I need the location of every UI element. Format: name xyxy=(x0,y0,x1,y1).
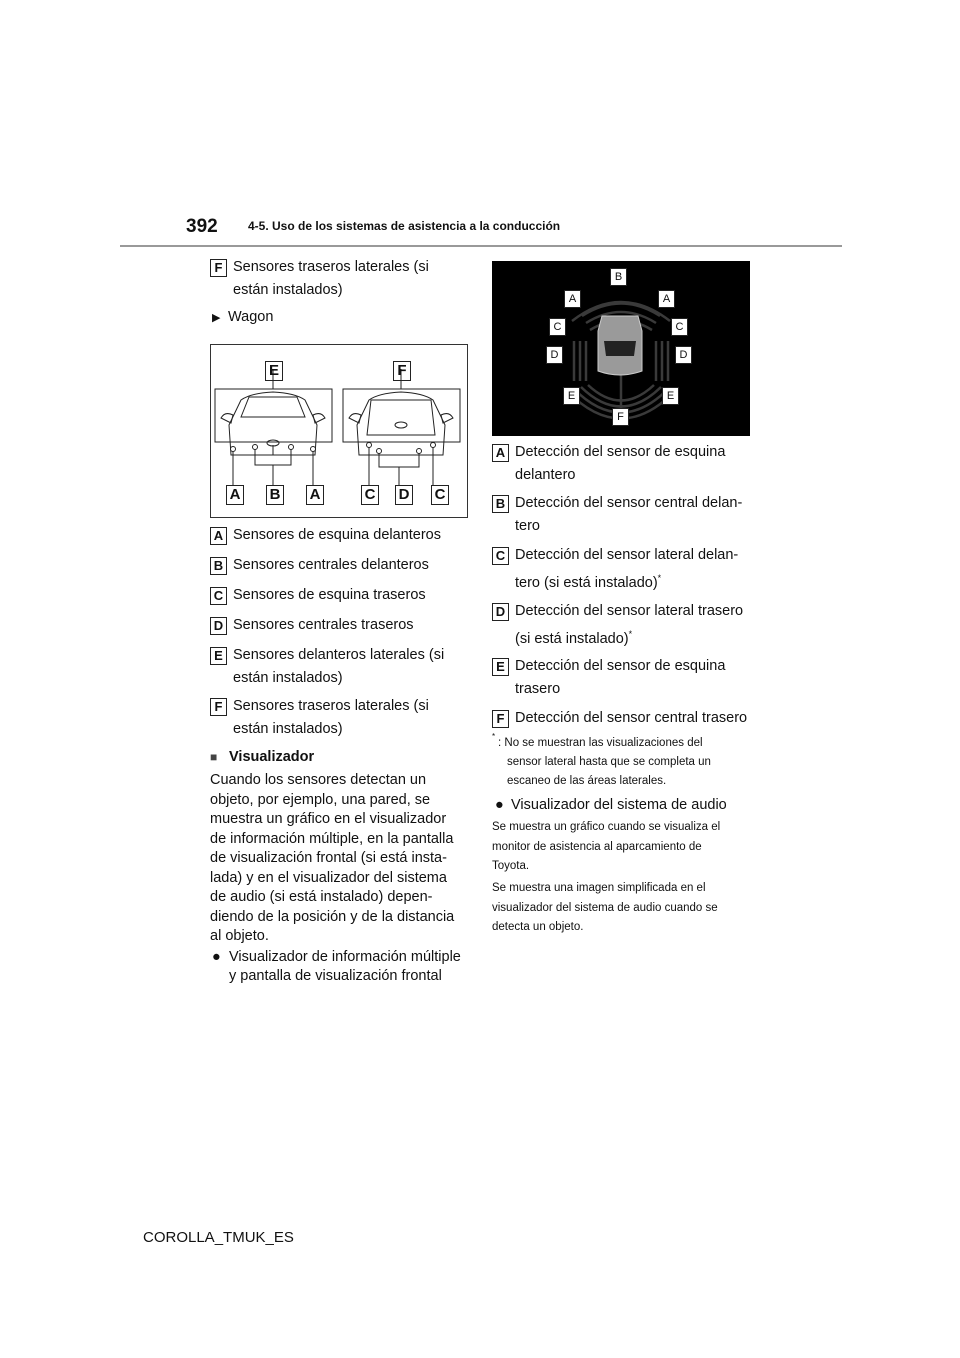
detection-item-text: delantero xyxy=(515,467,576,483)
label-box-c: C xyxy=(210,587,227,605)
paragraph-line: de audio (si está instalado) depen- xyxy=(210,889,433,905)
display-label-a: A xyxy=(564,290,581,308)
wagon-label: Wagon xyxy=(228,309,274,325)
description-line: Se muestra una imagen simplificada en el xyxy=(492,882,706,894)
detection-item-text: tero xyxy=(515,518,540,534)
sensor-item-text: Sensores centrales delanteros xyxy=(233,557,429,573)
diagram-label-a: A xyxy=(226,485,244,505)
paragraph-line: Cuando los sensores detectan un xyxy=(210,772,427,788)
description-line: monitor de asistencia al aparcamiento de xyxy=(492,840,702,853)
label-box-d: D xyxy=(210,617,227,635)
label-box-b: B xyxy=(492,495,509,513)
section-title: 4-5. Uso de los sistemas de asistencia a la conducción xyxy=(248,219,561,233)
display-label-f: F xyxy=(612,408,629,426)
sensor-item-text: están instalados) xyxy=(233,721,343,737)
detection-item-text: tero (si está instalado)* xyxy=(515,573,662,591)
description-line: visualizador del sistema de audio cuando se xyxy=(492,901,718,914)
audio-bullet-text: Visualizador del sistema de audio xyxy=(511,797,727,813)
detection-item-text: Detección del sensor central delan- xyxy=(515,495,743,511)
display-label-e: E xyxy=(563,387,580,405)
label-box-d: D xyxy=(492,603,509,621)
label-box-b: B xyxy=(210,557,227,575)
display-label-e: E xyxy=(662,387,679,405)
diagram-label-f: F xyxy=(393,361,411,381)
parking-sensor-display-image xyxy=(492,261,750,436)
paragraph-line: de información múltiple, en la pantalla xyxy=(210,830,454,847)
label-box-a: A xyxy=(210,527,227,545)
paragraph-line: de visualización frontal (si está insta- xyxy=(210,850,447,866)
section-heading-visualizador: Visualizador xyxy=(229,749,315,765)
sensor-item-text: Sensores de esquina delanteros xyxy=(233,527,441,543)
detection-item-text: Detección del sensor de esquina xyxy=(515,658,726,674)
sensor-item-text: Sensores traseros laterales (si xyxy=(233,259,429,275)
label-box-f: F xyxy=(210,259,227,277)
paragraph-line: al objeto. xyxy=(210,928,269,944)
description-line: Toyota. xyxy=(492,860,530,872)
diagram-label-c: C xyxy=(361,485,379,505)
footnote-line: sensor lateral hasta que se completa un xyxy=(507,756,711,768)
footnote-line: escaneo de las áreas laterales. xyxy=(507,775,667,787)
sensor-item-text: Sensores centrales traseros xyxy=(233,617,414,633)
label-box-e: E xyxy=(492,658,509,676)
bullet-text-line: y pantalla de visualización frontal xyxy=(229,968,442,984)
round-bullet-icon: ● xyxy=(212,949,221,965)
label-box-a: A xyxy=(492,444,509,462)
label-box-c: C xyxy=(492,547,509,565)
footer-model-code: COROLLA_TMUK_ES xyxy=(143,1229,294,1246)
paragraph-line: objeto, por ejemplo, una pared, se xyxy=(210,791,431,808)
paragraph-line: muestra un gráfico en el visualizador xyxy=(210,811,447,827)
detection-item-text: (si está instalado)* xyxy=(515,629,633,647)
display-label-c: C xyxy=(671,318,688,336)
display-label-b: B xyxy=(610,268,627,286)
display-label-d: D xyxy=(675,346,692,364)
label-box-e: E xyxy=(210,647,227,665)
footnote-reference: * xyxy=(628,629,633,639)
diagram-label-c: C xyxy=(431,485,449,505)
diagram-label-d: D xyxy=(395,485,413,505)
footnote-line: : No se muestran las visualizaciones del xyxy=(498,737,703,749)
square-bullet-icon: ■ xyxy=(210,750,218,764)
display-label-d: D xyxy=(546,346,563,364)
footnote-asterisk: * xyxy=(492,732,496,741)
footnote-reference: * xyxy=(657,573,662,583)
sensor-item-text: Sensores traseros laterales (si xyxy=(233,698,429,714)
car-outline-drawings xyxy=(211,345,467,517)
description-line: Se muestra un gráfico cuando se visualiza el xyxy=(492,821,721,833)
diagram-label-e: E xyxy=(265,361,283,381)
header-divider xyxy=(120,245,842,247)
detection-item-text: Detección del sensor central trasero xyxy=(515,710,748,726)
detection-item-text: Detección del sensor lateral trasero xyxy=(515,603,744,619)
display-label-c: C xyxy=(549,318,566,336)
sensor-item-text: Sensores delanteros laterales (si xyxy=(233,647,445,663)
paragraph-line: diendo de la posición y de la distancia xyxy=(210,908,455,925)
sensor-item-text: están instalados) xyxy=(233,670,343,686)
diagram-label-a: A xyxy=(306,485,324,505)
sensor-item-text: Sensores de esquina traseros xyxy=(233,587,426,603)
sensor-location-diagram xyxy=(210,344,468,518)
detection-item-text: Detección del sensor lateral delan- xyxy=(515,547,739,563)
sensor-item-text: están instalados) xyxy=(233,282,343,298)
bullet-text-line: Visualizador de información múltiple xyxy=(229,949,461,965)
round-bullet-icon: ● xyxy=(495,797,504,813)
detection-item-text: trasero xyxy=(515,681,561,697)
detection-item-text: Detección del sensor de esquina xyxy=(515,444,726,460)
paragraph-line: lada) y en el visualizador del sistema xyxy=(210,869,447,886)
diagram-label-b: B xyxy=(266,485,284,505)
description-line: detecta un objeto. xyxy=(492,921,584,933)
label-box-f: F xyxy=(492,710,509,728)
page-number: 392 xyxy=(186,216,218,237)
triangle-bullet-icon: ▶ xyxy=(212,312,221,324)
label-box-f: F xyxy=(210,698,227,716)
display-label-a: A xyxy=(658,290,675,308)
